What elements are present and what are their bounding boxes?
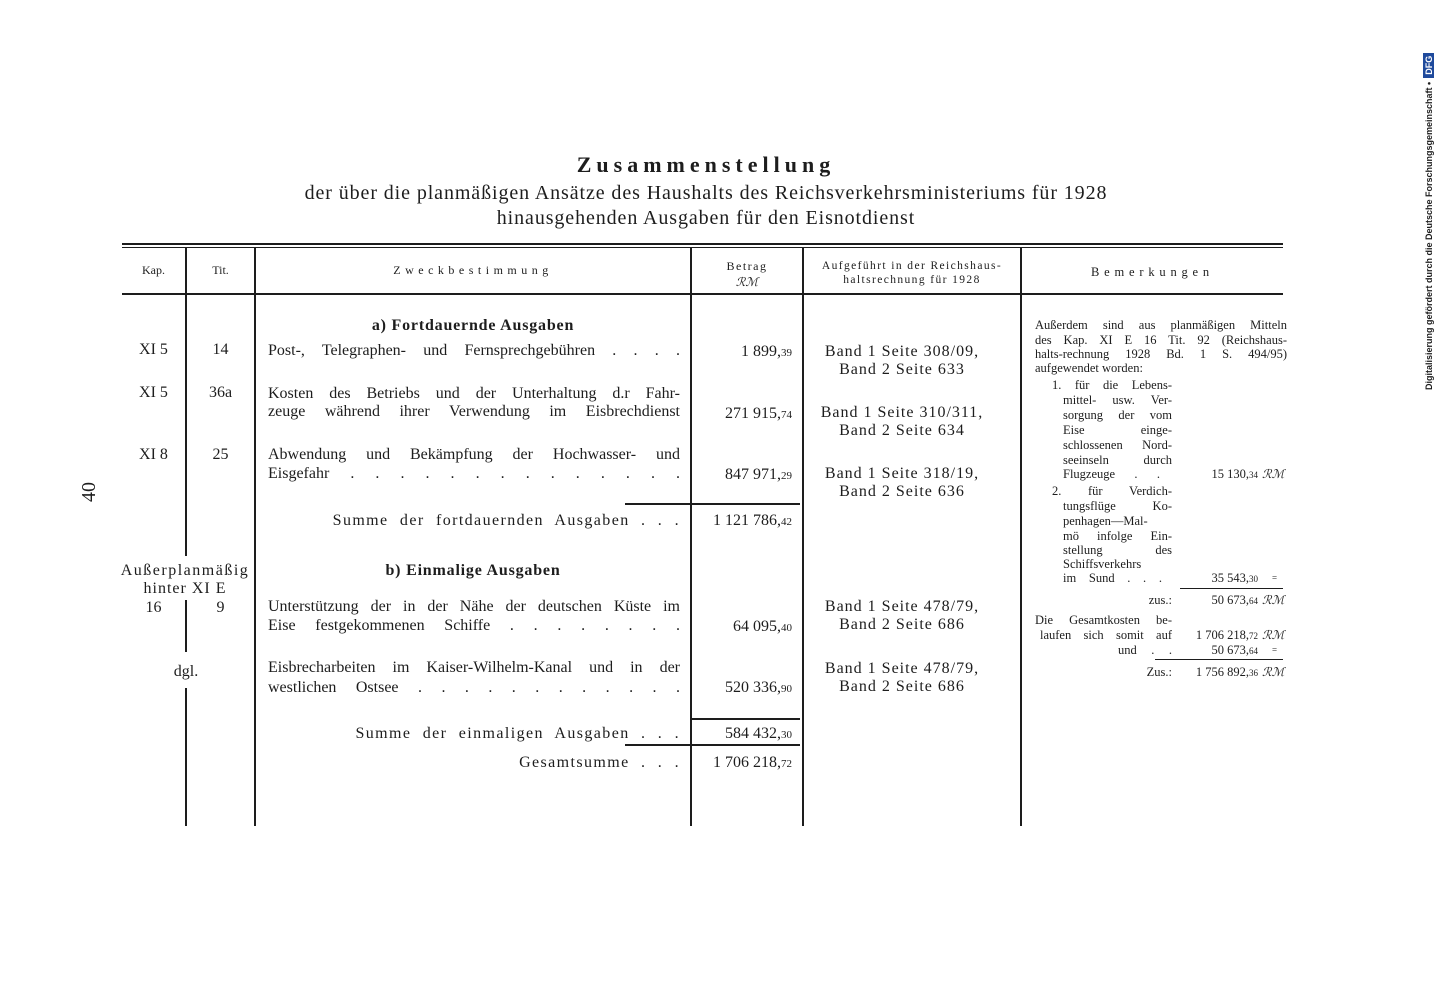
purpose-line: Abwendung und Bekämpfung der Hochwasser- und [268,446,680,463]
purpose-line: westlichen Ostsee . . . . . . . . . . . . [268,679,680,696]
kap-cell: 16 [145,599,162,616]
section-heading: b) Einmalige Ausgaben [385,562,561,579]
currency-unit: ℛℳ [1262,593,1285,607]
ditto-mark: = [1272,573,1278,583]
reference-line: Band 1 Seite 478/79, [824,598,980,615]
table-top-rule-thin [122,247,1283,248]
remark-amount: 15 130,34 [1211,467,1258,481]
tit-cell: 14 [212,341,229,358]
table-top-rule [122,243,1283,245]
column-divider [185,248,187,556]
digitization-credit [1419,8,1433,390]
header-bemerkungen: Bemerkungen [1091,265,1214,279]
header-betrag-unit: ℛℳ [735,275,759,289]
currency-unit: ℛℳ [1262,628,1285,642]
remark-amount: 1 756 892,36 [1195,665,1258,679]
purpose-line: Eisbrecharbeiten im Kaiser-Wilhelm-Kanal und in der [268,659,680,676]
reference-line: Band 1 Seite 308/09, [824,343,980,360]
remark-amount: 1 706 218,72 [1195,628,1258,642]
page-title: Zusammenstellung [576,152,836,177]
tit-cell: 36a [208,384,233,401]
kap-cell: XI 8 [139,446,168,463]
subtotal-rule [1180,588,1283,589]
remark-line: laufen sich somit auf [1040,628,1172,642]
purpose-line: Eise festgekommenen Schiffe . . . . . . . . [268,617,680,634]
remark-line: Die Gesamtkosten be- [1035,613,1172,627]
remark-item-line: 1. für die Lebens- [1052,378,1172,392]
kap-cell: XI 5 [139,341,168,358]
header-bottom-rule [122,293,1283,295]
header-betrag: Betrag [726,259,768,273]
column-divider [802,248,804,826]
tit-cell: 25 [212,446,229,463]
kap-note: hinter XI E [143,580,227,597]
remark-item-line: sorgung der vom [1063,408,1172,422]
remark-amount: 50 673,64 [1211,593,1258,607]
total-amount: 1 706 218,72 [713,754,792,771]
purpose-line: Kosten des Betriebs und der Unterhaltung d.r Fahr- [268,385,680,402]
remark-item-line: stellung des [1063,543,1172,557]
purpose-line: Eisgefahr . . . . . . . . . . . . . . [268,465,680,482]
purpose-line: Post-, Telegraphen- und Fernsprechgebühren . . . . [268,342,680,359]
remark-item-line: seeinseln durch [1063,453,1172,467]
amount-cell: 64 095,40 [733,618,792,635]
purpose-line: Unterstützung der in der Nähe der deutschen Küste im [268,598,680,615]
remark-item-line: penhagen—Mal- [1063,514,1148,528]
amount-cell: 1 899,39 [741,343,792,360]
subtotal-label: zus.: [1148,593,1172,607]
remark-item-line: tungsflüge Ko- [1063,499,1172,513]
remark-item-line: 2. für Verdich- [1052,484,1172,498]
sum-rule [691,718,800,720]
grand-total-rule [1155,659,1283,660]
dfg-logo: DFG [1423,53,1434,78]
reference-line: Band 1 Seite 318/19, [824,465,980,482]
sum-label: Summe der einmaligen Ausgaben . . . [355,725,680,742]
amount-cell: 520 336,90 [725,679,792,696]
reference-line: Band 2 Seite 634 [839,422,965,439]
sum-amount: 1 121 786,42 [713,512,792,529]
remark-item-line: mö infolge Ein- [1063,529,1172,543]
amount-cell: 271 915,74 [725,405,792,422]
remark-amount: 50 673,64 [1211,643,1258,657]
ditto-mark: = [1272,645,1278,655]
remark-line: aufgewendet worden: [1035,361,1143,375]
reference-line: Band 2 Seite 636 [839,483,965,500]
reference-line: Band 2 Seite 686 [839,616,965,633]
credit-text: Digitalisierung gefördert durch die Deutsche Forschungsgemeinschaft • [1424,81,1434,390]
header-kap: Kap. [142,263,165,277]
amount-cell: 847 971,29 [725,466,792,483]
remark-line: halts-rechnung 1928 Bd. 1 S. 494/95) [1035,347,1287,361]
remark-item-line: Flugzeuge . . [1063,467,1160,481]
sum-amount: 584 432,30 [725,725,792,742]
sum-label: Summe der fortdauernden Ausgaben . . . [332,512,680,529]
remark-line: und . . [1118,643,1172,657]
header-aufgefuehrt: haltsrechnung für 1928 [843,274,981,286]
subtitle-line: hinausgehenden Ausgaben für den Eisnotdienst [496,207,916,229]
column-divider [185,688,187,826]
remark-amount: 35 543,30 [1211,571,1258,585]
remark-line: des Kap. XI E 16 Tit. 92 (Reichshaus- [1035,333,1287,347]
remark-item-line: mittel- usw. Ver- [1063,393,1172,407]
page-number: 40 [78,482,100,502]
kap-cell: XI 5 [139,384,168,401]
header-aufgefuehrt: Aufgeführt in der Reichshaus- [821,260,1003,272]
purpose-line: zeuge während ihrer Verwendung im Eisbrechdienst [268,403,680,420]
reference-line: Band 1 Seite 310/311, [820,404,984,421]
kap-cell: dgl. [173,663,199,680]
kap-note: Außerplanmäßig [120,562,250,579]
column-divider [1020,248,1022,826]
remark-item-line: Eise einge- [1063,423,1172,437]
grand-total-label: Zus.: [1146,665,1172,679]
reference-line: Band 1 Seite 478/79, [824,660,980,677]
reference-line: Band 2 Seite 633 [839,361,965,378]
header-zweck: Zweckbestimmung [393,263,553,277]
sum-rule [625,503,800,505]
remark-item-line: im Sund . . . [1063,571,1162,585]
currency-unit: ℛℳ [1262,665,1285,679]
total-label: Gesamtsumme . . . [519,754,680,771]
remark-line: Außerdem sind aus planmäßigen Mitteln [1035,318,1287,332]
remark-item-line: Schiffsverkehrs [1063,557,1142,571]
tit-cell: 9 [216,599,225,616]
subtitle-line: der über die planmäßigen Ansätze des Haushalts des Reichsverkehrsministeriums für 1928 [304,182,1108,204]
remark-item-line: schlossenen Nord- [1063,438,1172,452]
section-heading: a) Fortdauernde Ausgaben [371,317,575,334]
sum-rule [625,744,800,746]
currency-unit: ℛℳ [1262,467,1285,481]
header-tit: Tit. [212,263,229,277]
reference-line: Band 2 Seite 686 [839,678,965,695]
